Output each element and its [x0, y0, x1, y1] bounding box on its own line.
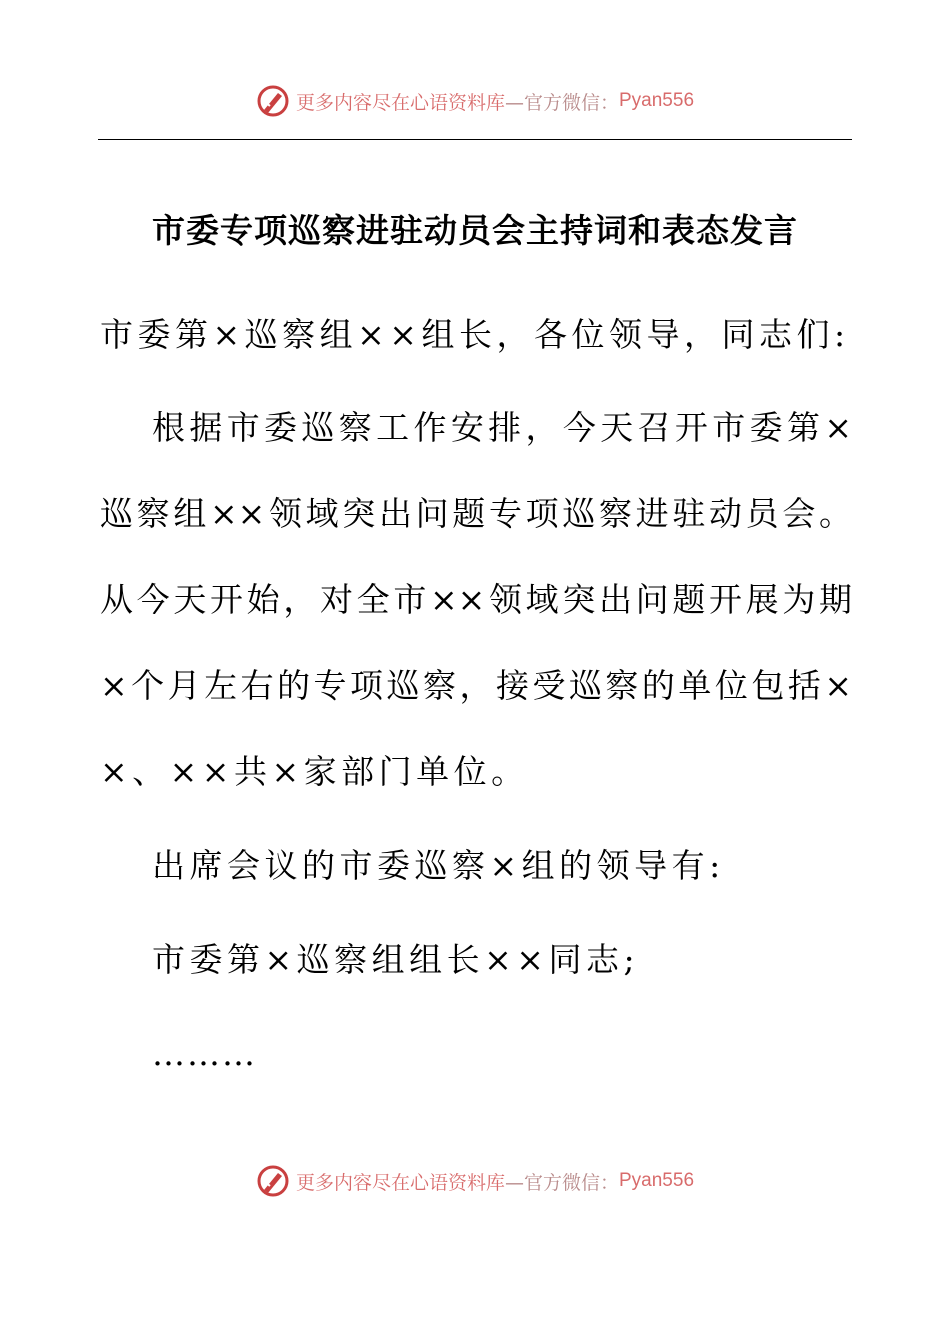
watermark-text-library: 更多内容尽在心语资料库 [295, 1171, 505, 1194]
watermark-text-wechat: —官方微信： [504, 1171, 619, 1194]
paragraph-line: ×、××共×家部门单位。 [100, 752, 529, 791]
paragraph-line: ×个月左右的专项巡察，接受巡察的单位包括× [100, 666, 852, 705]
watermark-text-library: 更多内容尽在心语资料库 [295, 91, 505, 114]
paragraph-line: 根据市委巡察工作安排，今天召开市委第× [152, 408, 852, 447]
salutation-line: 市委第×巡察组××组长，各位领导，同志们: [100, 315, 850, 354]
header-watermark [0, 84, 950, 118]
attendee-line: 市委第×巡察组组长××同志; [152, 940, 640, 979]
footer-watermark [0, 1164, 950, 1198]
watermark-text-wechat: —官方微信： [504, 91, 619, 114]
paragraph-line: 巡察组××领域突出问题专项巡察进驻动员会。 [100, 494, 852, 533]
watermark-text-id: Pyan556 [619, 1170, 695, 1191]
attendees-intro: 出席会议的市委巡察×组的领导有: [152, 846, 725, 885]
pen-logo-icon [256, 1164, 290, 1198]
watermark-text-id: Pyan556 [619, 90, 695, 111]
header-divider [98, 139, 852, 140]
document-title: 市委专项巡察进驻动员会主持词和表态发言 [152, 211, 798, 250]
pen-logo-icon [256, 84, 290, 118]
paragraph-line: 从今天开始，对全市××领域突出问题开展为期 [100, 580, 852, 619]
ellipsis-line: ……… [152, 1034, 257, 1073]
